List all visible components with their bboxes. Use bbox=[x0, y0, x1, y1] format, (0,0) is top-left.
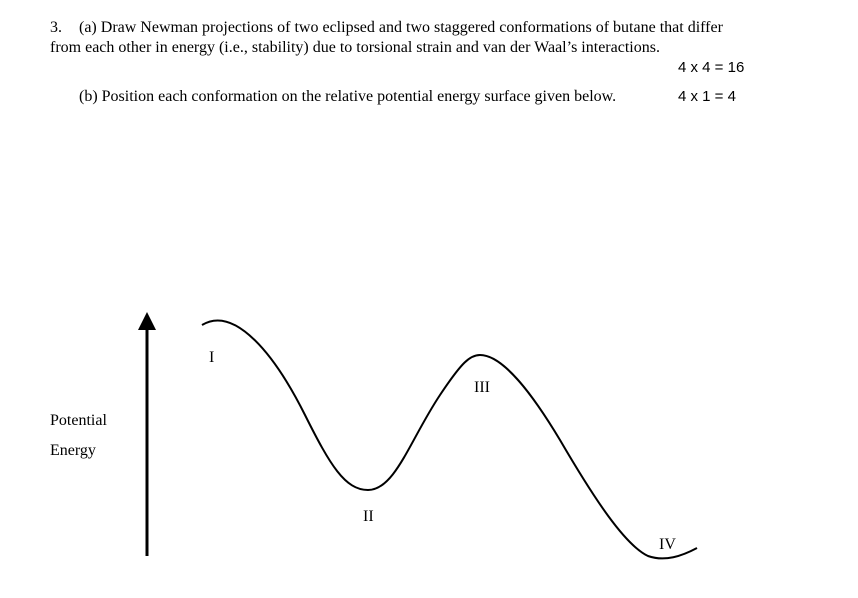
part-a-text-line1: (a) Draw Newman projections of two eclipsed and two staggered conformations of butane that differ bbox=[79, 19, 723, 36]
energy-curve bbox=[202, 321, 697, 559]
point-label-II: II bbox=[363, 508, 374, 525]
part-a-points: 4 x 4 = 16 bbox=[678, 59, 745, 76]
y-axis-label-potential: Potential bbox=[50, 412, 107, 429]
point-label-III: III bbox=[474, 379, 490, 396]
part-a-text-line2: from each other in energy (i.e., stability) due to torsional strain and van der Waal’s interactions. bbox=[50, 39, 660, 56]
y-axis-arrow-head bbox=[138, 312, 156, 330]
question-number: 3. bbox=[50, 19, 62, 36]
part-b-points: 4 x 1 = 4 bbox=[678, 88, 736, 105]
part-b-text: (b) Position each conformation on the relative potential energy surface given below. bbox=[79, 88, 617, 105]
y-axis-label-energy: Energy bbox=[50, 442, 96, 459]
point-label-IV: IV bbox=[659, 536, 676, 553]
point-label-I: I bbox=[209, 349, 215, 366]
